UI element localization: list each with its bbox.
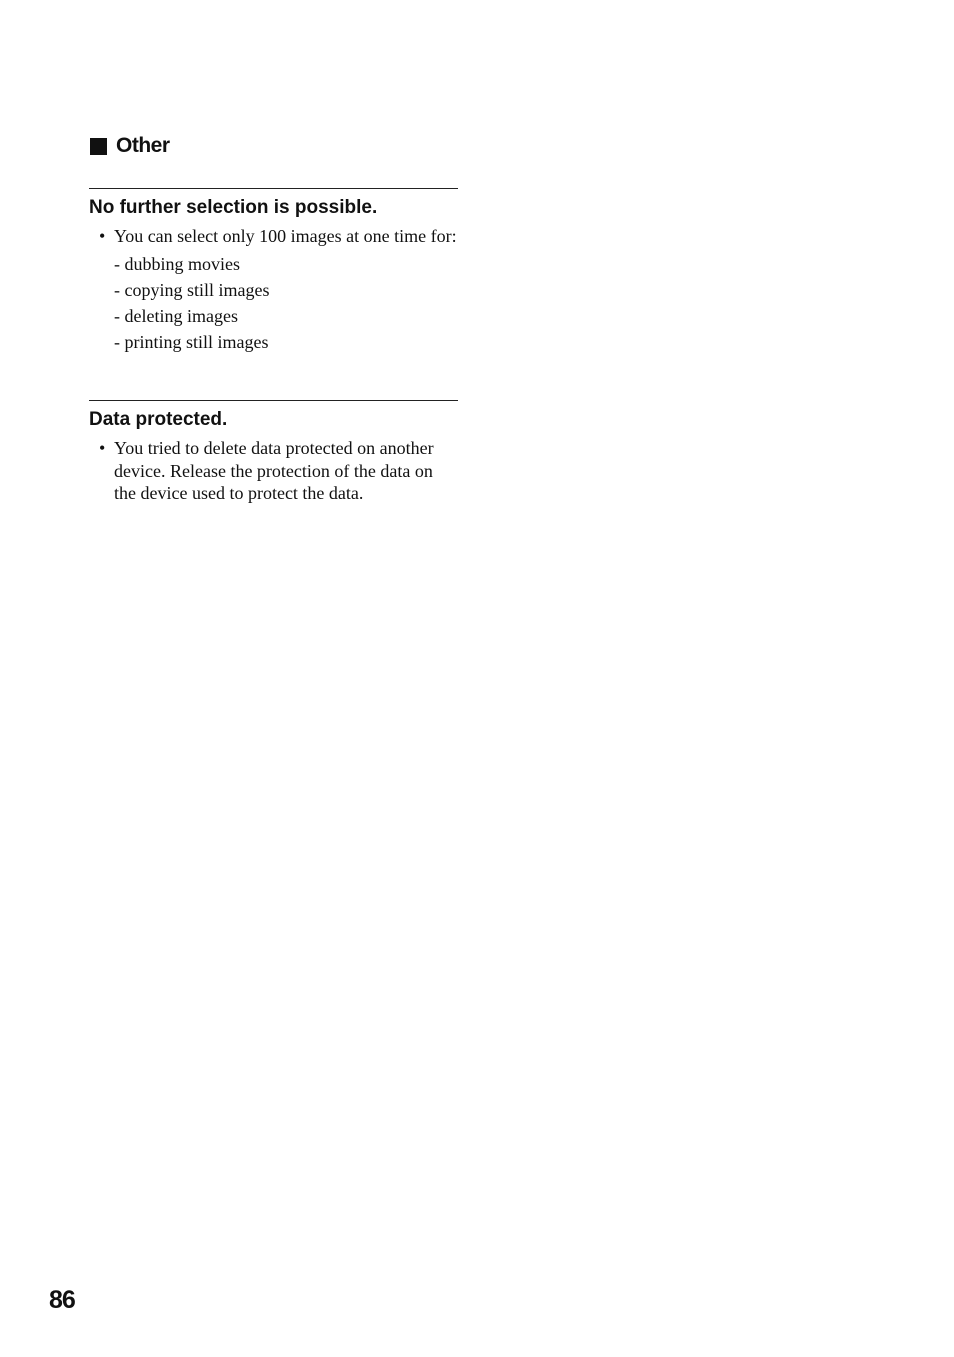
entry-title: Data protected. bbox=[89, 409, 228, 430]
entry-data-protected bbox=[89, 400, 458, 505]
bullet-glyph: • bbox=[99, 438, 106, 458]
sub-item-dubbing-movies: - dubbing movies bbox=[114, 253, 240, 274]
section-title: Other bbox=[116, 134, 170, 157]
sub-item-printing-still-images: - printing still images bbox=[114, 331, 269, 352]
section-heading bbox=[90, 134, 170, 158]
bullet-text: You tried to delete data protected on another device. Release the protection of the data on the device used to protect the data. bbox=[114, 438, 434, 503]
bullet-text: You can select only 100 images at one time for: bbox=[114, 226, 457, 246]
sub-item-copying-still-images: - copying still images bbox=[114, 279, 270, 300]
bullet-glyph: • bbox=[99, 226, 106, 246]
black-square-icon bbox=[90, 138, 107, 155]
page-number: 86 bbox=[49, 1286, 75, 1314]
entry-no-further-selection bbox=[89, 188, 458, 355]
bullet-item bbox=[89, 225, 458, 248]
entry-title: No further selection is possible. bbox=[89, 197, 378, 218]
sub-list bbox=[89, 251, 458, 355]
sub-item-deleting-images: - deleting images bbox=[114, 305, 238, 326]
bullet-item bbox=[89, 437, 458, 505]
